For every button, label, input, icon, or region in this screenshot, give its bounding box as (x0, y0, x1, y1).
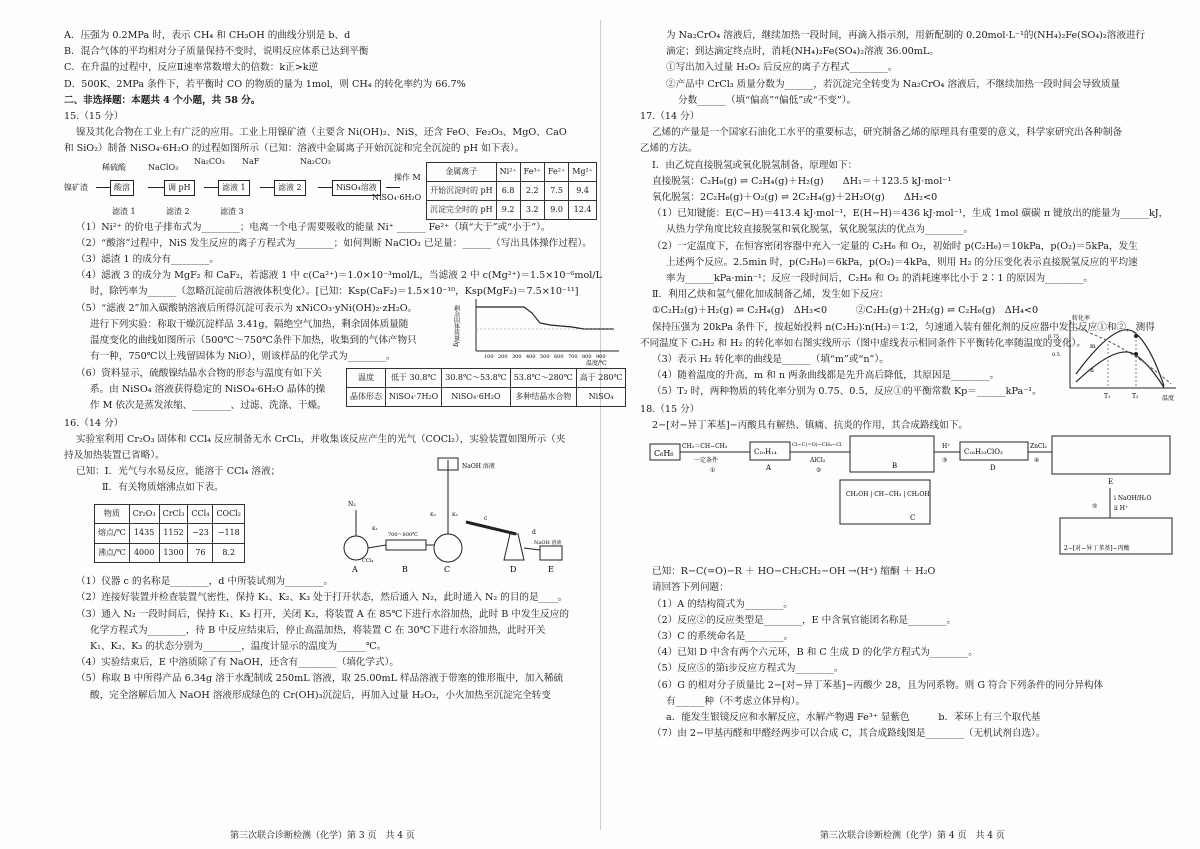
app-n2: N₂ (348, 501, 356, 509)
scheme-c: C (910, 514, 916, 523)
q15-5d: 有一种，750℃以上残留固体为 NiO），则该样品的化学式为________。 (90, 351, 396, 363)
q16-known-block (64, 464, 624, 574)
ion-head-4: Mg²⁺ (569, 162, 597, 181)
q17-line-7: 率为______kPa·min⁻¹；反应一段时间后，C₂H₆ 和 O₂ 的消耗速率比小于 2∶1 的原因为________。 (666, 273, 1094, 285)
app-label-a: A (352, 565, 358, 575)
section-heading: 二、非选择题：本题共 4 个小题，共 58 分。 (64, 94, 261, 106)
scheme-cond1: 一定条件 (694, 457, 719, 465)
scheme-a: C₁₀H₁₄ (754, 448, 777, 457)
q18-heading: 18.（15 分） (640, 403, 700, 415)
q16-5b: 酸，完全溶解后加入 NaOH 溶液形成绿色的 Cr(OH)₃沉淀后，再加入过量 H₂O₂，小火加热至沉淀完全转变 (90, 689, 551, 701)
ion-head-0: 金属离子 (427, 162, 497, 181)
option-c: C．在升温的过程中，反应Ⅱ速率常数增大的倍数：k正>k逆 (64, 62, 319, 74)
tick-4: 500 (540, 353, 550, 360)
app-d: d (532, 529, 536, 537)
q16-cont-3: ①写出加入过量 H₂O₂ 后反应的离子方程式________。 (666, 62, 898, 74)
flow-reagent-3: Na₂CO₃ (194, 156, 225, 166)
app-c: c (484, 515, 488, 523)
q17-line-8: Ⅱ．利用乙炔和氢气催化加成制备乙烯，发生如下反应： (652, 289, 889, 301)
ion-row2-3: 9.0 (544, 201, 568, 220)
tt-row-2: NiSO₄·6H₂O (442, 387, 511, 406)
option-a: A．压强为 0.2MPa 时，表示 CH₄ 和 CH₃OH 的曲线分别是 b、d (64, 30, 351, 41)
q17-intro-1: 乙烯的产量是一个国家石油化工水平的重要标志，研究制备乙烯的原理具有重要的意义，科学家研究出各种制备 (652, 127, 1123, 139)
scheme-reagent1: CH₂＝CH−CH₃ (682, 443, 728, 451)
scheme-step-3: ③ (942, 457, 948, 465)
mp-head-1: Cr₂O₃ (129, 505, 159, 524)
tt-row-1: NiSO₄·7H₂O (386, 387, 442, 406)
q17-line-5: （2）一定温度下，在恒容密闭容器中充入一定量的 C₂H₆ 和 O₂，初始时 p(C₂H₆)＝10kPa，p(O₂)＝5kPa，发生 (652, 240, 1138, 252)
app-ccl4: CCl₄ (362, 558, 374, 565)
mp-r1-3: −23 (188, 524, 213, 543)
flow-reagent-2: NaClO₃ (148, 162, 179, 172)
mp-r2-4: 8.2 (213, 543, 245, 562)
conversion-graph (1046, 314, 1186, 404)
q18-intro: 2−[对−异丁苯基]−丙酸具有解热、镇痛、抗炎的作用，其合成路线如下。 (652, 419, 968, 431)
app-label-e: E (548, 565, 554, 575)
app-naoh-top: NaOH 溶液 (462, 463, 495, 471)
q15-2: （2）“酸溶”过程中，NiS 发生反应的离子方程式为________；如何判断 NaClO₃ 已足量：______（写出具体操作过程）。 (76, 237, 592, 249)
tt-head-4: 高于 280℃ (576, 368, 626, 387)
mp-head-4: COCl₂ (213, 505, 245, 524)
app-label-b: B (402, 565, 408, 575)
footer-page-4: 第三次联合诊断检测（化学）第 4 页 共 4 页 (820, 831, 1005, 841)
q15-intro-1: 镍及其化合物在工业上有广泛的应用。工业上用镍矿渣（主要含 Ni(OH)₂、NiS，还含 FeO、Fe₂O₃、MgO、CaO (76, 127, 567, 139)
scheme-step-2: ② (816, 467, 822, 475)
ion-row2-4: 12.4 (569, 201, 597, 220)
q18-5: （5）反应⑤的第ⅰ步反应方程式为________。 (652, 663, 844, 675)
tick-8: 900 (596, 353, 606, 360)
q15-4a: （4）滤液 3 的成分为 MgF₂ 和 CaF₂，若滤液 1 中 c(Ca²⁺)＝1.0×10⁻³mol/L，当滤液 2 中 c(Mg²⁺)＝1.5×10⁻⁶mol/L (76, 270, 602, 282)
q18-2: （2）反应②的反应类型是________，E 中含氧官能团名称是________。 (652, 614, 956, 626)
q16-intro-1: 实验室利用 Cr₂O₃ 固体和 CCl₄ 反应制备无水 CrCl₃，并收集该反应产生的光气（COCl₂），实验装置如图所示（夹 (76, 433, 566, 445)
q18-1: （1）A 的结构简式为________。 (652, 598, 793, 610)
tick-5: 600 (554, 353, 564, 360)
ion-head-1: Ni²⁺ (496, 162, 520, 181)
flow-box-acid: 酸溶 (110, 180, 134, 196)
q16-intro-2: 持及加热装置已省略）。 (64, 450, 165, 462)
conv-m: m (1090, 342, 1096, 350)
graph-xlabel: 温度/℃ (586, 359, 607, 367)
scheme-c6h6: C₆H₆ (654, 449, 674, 459)
flow-residue-1: 滤渣 1 (112, 206, 136, 216)
ion-row2-0: 沉淀完全时的 pH (427, 201, 497, 220)
mp-head-2: CrCl₃ (159, 505, 188, 524)
mp-r2-0: 沸点/℃ (95, 543, 130, 562)
ion-row1-3: 7.5 (544, 181, 568, 200)
mp-r2-1: 4000 (129, 543, 159, 562)
q15-5a: （5）“滤液 2”加入碳酸钠溶液后所得沉淀可表示为 xNiCO₃·yNi(OH)₂·zH₂O。 (76, 302, 418, 314)
scheme-step-5: ⑤ (1092, 503, 1098, 511)
conv-y1: 0.75 (1048, 333, 1060, 340)
q17-line-10: 保持压强为 20kPa 条件下，按起始投料 n(C₂H₂)∶n(H₂)＝1∶2，匀速通入装有催化剂的反应器中发生反应①和②，测得 (652, 321, 1155, 333)
tick-6: 700 (568, 353, 578, 360)
conv-y2: 0.5 (1052, 351, 1060, 358)
q15-1: （1）Ni²⁺ 的价电子排布式为________；电离一个电子需要吸收的能量 Ni⁺ ______ Fe²⁺（填“大于”或“小于”）。 (76, 221, 551, 233)
q17-line-12: （3）表示 H₂ 转化率的曲线是______（填“m”或“n”）。 (652, 354, 889, 366)
melting-point-table (94, 504, 245, 563)
tick-3: 400 (526, 353, 536, 360)
tick-1: 200 (498, 353, 508, 360)
q18-ask: 请回答下列问题： (652, 582, 729, 594)
q18-known: 已知：R−C(=O)−R ＋ HO−CH₂CH₂−OH →(H⁺) 缩酮 ＋ H₂O (652, 566, 936, 578)
tt-head-0: 温度 (347, 368, 386, 387)
scheme-c-formula: CH₂OH | CH−CH₃ | CH₂OH (846, 491, 930, 499)
tick-7: 800 (582, 353, 592, 360)
ion-row1-0: 开始沉淀时的 pH (427, 181, 497, 200)
q18-3: （3）C 的系统命名是________。 (652, 631, 794, 643)
ion-head-3: Fe²⁺ (544, 162, 568, 181)
app-label-d: D (510, 565, 517, 575)
temp-form-table (346, 368, 626, 407)
q17-line-3: （1）已知键能：E(C−H)＝413.4 kJ·mol⁻¹，E(H−H)＝436 kJ·mol⁻¹，生成 1mol 碳碳 π 键放出的能量为______kJ， (652, 208, 1169, 220)
tt-row-3: 多种结晶水合物 (510, 387, 576, 406)
q17-line-2: 氧化脱氢：2C₂H₆(g)＋O₂(g) ⇌ 2C₂H₄(g)＋2H₂O(g) ΔH₂<0 (652, 192, 938, 204)
q18-6a: （6）G 的相对分子质量比 2−[对−异丁苯基]−丙酸少 28，且为同系物。则 G 符合下列条件的同分异构体 (652, 679, 1104, 691)
mp-r2-2: 1300 (159, 543, 188, 562)
q16-3b: 化学方程式为________，待 B 中反应结束后，停止高温加热，将装置 C 在 30℃下进行水浴加热，此时开关 (90, 624, 546, 636)
ion-row2-2: 3.2 (520, 201, 544, 220)
conv-xlabel: 温度 (1162, 394, 1175, 402)
q17-line-13: （4）随着温度的升高，m 和 n 两条曲线都是先升高后降低，其原因是________。 (652, 370, 1000, 382)
mp-head-3: CCl₄ (188, 505, 213, 524)
flow-reagent-5: Na₂CO₃ (300, 156, 331, 166)
tt-head-3: 53.8℃～280℃ (510, 368, 576, 387)
option-d: D．500K、2MPa 条件下，若平衡时 CO 的物质的量为 1mol，则 CH₄ 的转化率约为 66.7% (64, 78, 466, 90)
q18-4: （4）已知 D 中含有两个六元环，B 和 C 生成 D 的化学方程式为________。 (652, 647, 978, 659)
tt-row-4: NiSO₄ (576, 387, 626, 406)
q17-heading: 17.（14 分） (640, 111, 700, 123)
footer-page-3: 第三次联合诊断检测（化学）第 3 页 共 4 页 (230, 831, 415, 841)
q16-4: （4）实验结束后，E 中溶质除了有 NaOH，还含有________（填化学式）。 (76, 657, 399, 669)
flow-start: 镍矿渣 (64, 182, 88, 192)
flow-reagent-1: 稀硫酸 (102, 162, 126, 172)
mp-r1-1: 1435 (129, 524, 159, 543)
scheme-step-4: ④ (1034, 457, 1040, 465)
q15-5-block (64, 301, 624, 366)
q17-line-14: （5）T₂ 时，两种物质的转化率分别为 0.75、0.5，反应①的平衡常数 Kp＝______kPa⁻¹。 (652, 386, 1042, 398)
app-k3: K₃ (452, 512, 458, 519)
mp-r2-3: 76 (188, 543, 213, 562)
q15-flowchart (64, 156, 424, 216)
q17-line-1: 直接脱氢：C₂H₆(g) ⇌ C₂H₄(g)＋H₂(g) ΔH₁＝＋123.5 kJ·mol⁻¹ (652, 175, 952, 187)
q17-line-0: Ⅰ．由乙烷直接脱氢或氧化脱氢制备，原理如下： (652, 159, 858, 171)
scheme-final: 2−[对−异丁苯基]−丙酸 (1064, 545, 1130, 553)
right-column (640, 28, 1200, 743)
q18-6b: 有______种（不考虑立体异构）。 (666, 695, 806, 707)
q15-5c: 温度变化的曲线如图所示（500℃～750℃条件下加热，收集到的气体产物只 (90, 335, 417, 347)
app-k2: K₂ (430, 512, 436, 519)
ion-ph-table (426, 162, 597, 221)
flow-box-ph: 调 pH (164, 180, 195, 196)
flow-box-filtrate-2: 滤液 2 (274, 180, 306, 196)
flow-box-niso4: NiSO₄溶液 (332, 180, 381, 196)
option-b: B．混合气体的平均相对分子质量保持不变时，说明反应体系已达到平衡 (64, 46, 369, 58)
q17-line-6: 上述两个反应。2.5min 时，p(C₂H₆)＝6kPa，p(O₂)＝4kPa，则用 H₂ 的分压变化表示直接脱氢反应的平均速 (666, 256, 1138, 268)
mp-r1-2: 1152 (159, 524, 188, 543)
q15-6b: 系。由 NiSO₄ 溶液获得稳定的 NiSO₄·6H₂O 晶体的操 (90, 383, 326, 395)
flow-residue-3: 滤渣 3 (220, 206, 244, 216)
scheme-cond2: AlCl₃ (810, 457, 826, 465)
scheme-step-1: ① (710, 467, 716, 475)
scheme-reagent2: Cl−C(=O)−CH₂−Cl (792, 442, 842, 449)
scheme-final-cond-2: ii H⁺ (1114, 505, 1129, 513)
scheme-b: B (892, 462, 898, 471)
app-label-c: C (444, 565, 451, 575)
q16-cont-4: ②产品中 CrCl₃ 质量分数为______，若沉淀完全转变为 Na₂CrO₄ 溶液后，不继续加热一段时间会导致质量 (666, 78, 1121, 90)
tick-0: 100 (484, 353, 494, 360)
ion-row1-2: 2.2 (520, 181, 544, 200)
tt-head-1: 低于 30.8℃ (386, 368, 442, 387)
flow-op-m: 操作 M (394, 172, 421, 182)
q17-line-11: 不同温度下 C₂H₂ 和 H₂ 的转化率如右图实线所示（图中虚线表示相同条件下平衡转化率随温度的变化）。 (640, 337, 1086, 349)
flow-box-filtrate-1: 滤液 1 (218, 180, 250, 196)
q16-cont-5: 分数______（填“偏高”“偏低”或“不变”）。 (678, 94, 857, 106)
apparatus-diagram (326, 450, 576, 578)
q17-intro-2: 乙烯的方法。 (640, 143, 698, 155)
mp-head-0: 物质 (95, 505, 130, 524)
scheme-cond4: ZnCl₂ (1030, 443, 1047, 451)
flow-residue-2: 滤渣 2 (166, 206, 190, 216)
q15-3: （3）滤渣 1 的成分有________。 (76, 254, 220, 266)
synthesis-scheme (640, 434, 1180, 558)
graph-ylabel: 剩余固体质量/g (452, 304, 460, 347)
q18-7: （7）由 2−甲基丙醛和甲醛经两步可以合成 C，其合成路线图是________（无机试剂自选）。 (652, 728, 1046, 740)
q17-graph-block (640, 314, 1200, 402)
scheme-d: C₁₆H₂₃ClO₃ (964, 448, 1003, 457)
q15-4b: 时，除钙率为______（忽略沉淀前后溶液体积变化）。[已知：Ksp(CaF₂)＝1.5×10⁻¹⁰，Ksp(MgF₂)＝7.5×10⁻¹¹] (90, 286, 579, 298)
tick-2: 300 (512, 353, 522, 360)
scheme-cond3: H⁺ (942, 443, 951, 451)
scheme-d-label: D (990, 464, 996, 473)
scheme-final-cond-1: i NaOH/H₂O (1114, 495, 1152, 503)
app-k1: K₁ (372, 526, 378, 533)
q15-5b: 进行下列实验：称取干燥沉淀样品 3.41g，隔绝空气加热，剩余固体质量随 (90, 318, 409, 330)
scheme-e: E (1108, 478, 1114, 487)
q15-6-block (64, 366, 624, 416)
app-temp: 700～800℃ (388, 532, 418, 539)
app-naoh-e: NaOH 溶液 (534, 540, 562, 547)
q18-6c: a．能发生银镜反应和水解反应，水解产物遇 Fe³⁺ 显紫色 b．苯环上有三个取代基 (666, 712, 1041, 724)
q16-1: （1）仪器 c 的名称是________，d 中所装试剂为________。 (76, 576, 334, 588)
flow-product: NiSO₄·6H₂O (372, 192, 422, 202)
q16-3a: （3）通入 N₂ 一段时间后，保持 K₁、K₃ 打开，关闭 K₂，将装置 A 在 85℃下进行水浴加热，此时 B 中发生反应的 (76, 608, 569, 620)
tt-head-2: 30.8℃～53.8℃ (442, 368, 511, 387)
q15-6a: （6）资料显示，硫酸镍结晶水合物的形态与温度有如下关 (76, 367, 322, 379)
q16-cont-1: 为 Na₂CrO₄ 溶液后，继续加热一段时间，再滴入指示剂，用新配制的 0.20mol·L⁻¹的(NH₄)₂Fe(SO₄)₂溶液进行 (666, 30, 1146, 41)
ion-row1-4: 9.4 (569, 181, 597, 200)
mass-temp-graph (454, 295, 624, 367)
mp-r1-4: −118 (213, 524, 245, 543)
q16-heading: 16.（14 分） (64, 417, 124, 429)
conv-ylabel: 转化率 (1072, 314, 1091, 322)
conv-n: n (1090, 366, 1094, 374)
q15-heading: 15.（15 分） (64, 111, 124, 123)
ion-head-2: Fe³⁺ (520, 162, 544, 181)
ion-row2-1: 9.2 (496, 201, 520, 220)
ion-row1-1: 6.8 (496, 181, 520, 200)
conv-t1: T₁ (1104, 392, 1111, 400)
q15-flow-area (64, 158, 624, 220)
conv-t2: T₂ (1132, 392, 1139, 400)
tt-row-0: 晶体形态 (347, 387, 386, 406)
q15-intro-2: 和 SiO₂）制备 NiSO₄·6H₂O 的过程如图所示（已知：溶液中金属离子开始沉淀和完全沉淀的 pH 如下表）。 (64, 143, 525, 155)
q16-cont-2: 滴定；到达滴定终点时，消耗(NH₄)₂Fe(SO₄)₂溶液 36.00mL。 (666, 46, 939, 58)
q17-line-4: 从热力学角度比较直接脱氢和氧化脱氢，氧化脱氢法的优点为________。 (666, 224, 973, 236)
q15-6c: 作 M 依次是蒸发浓缩、________、过滤、洗涤、干燥。 (90, 400, 327, 412)
q16-known-1: 已知：Ⅰ．光气与水易反应，能溶于 CCl₄ 溶液； (76, 466, 281, 478)
q16-2: （2）连接好装置并检查装置气密性，保持 K₁、K₂、K₃ 处于打开状态，然后通入 N₂，此时通入 N₂ 的目的是____。 (76, 592, 568, 604)
q17-line-9: ①C₂H₂(g)＋H₂(g) ⇌ C₂H₄(g) ΔH₃<0 ②C₂H₂(g)＋2H₂(g) ⇌ C₂H₆(g) ΔH₄<0 (652, 305, 1039, 317)
scheme-a-label: A (766, 464, 772, 473)
flow-reagent-4: NaF (242, 156, 260, 166)
q16-3c: K₁、K₂、K₃ 的状态分别为________，温度计显示的温度为______℃。 (90, 641, 387, 653)
q16-5a: （5）称取 B 中所得产品 6.34g 溶于水配制成 250mL 溶液，取 25.00mL 样品溶液于带塞的锥形瓶中，加入稀硫 (76, 673, 564, 685)
mp-r1-0: 熔点/℃ (95, 524, 130, 543)
q16-known-2: Ⅱ．有关物质熔沸点如下表。 (102, 482, 224, 494)
left-column (64, 28, 624, 704)
